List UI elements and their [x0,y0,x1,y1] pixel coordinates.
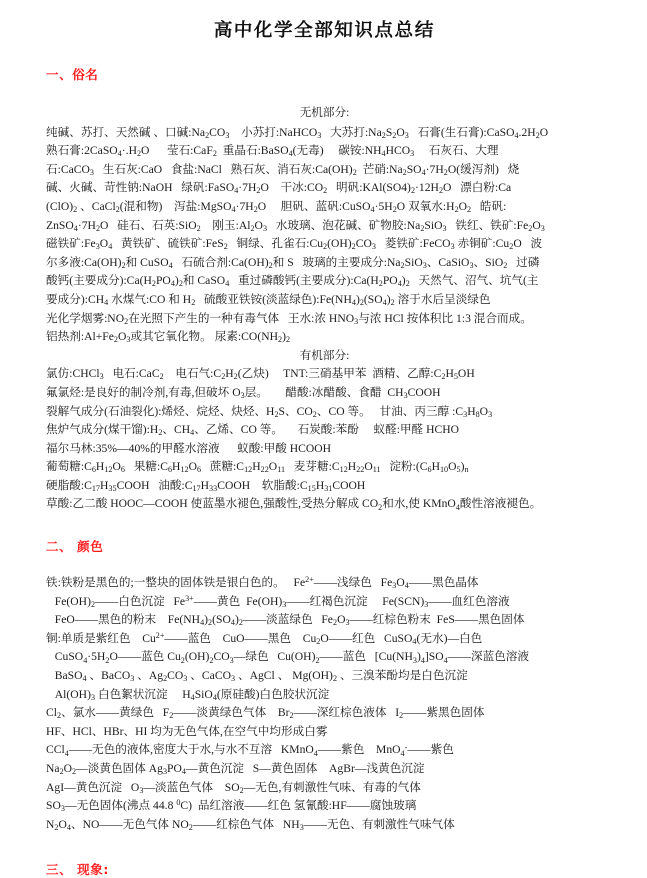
text-line: 铁:铁粉是黑色的;一整块的固体铁是银白色的。 $Fe^{2+}——$浅绿色 $Fe_3O_4——$黑色晶体 [46,575,479,591]
text-line: 磁铁矿$:Fe_3O_4$ 黄铁矿、硫铁矿:FeS$_2$ 铜绿、孔雀石$:Cu_2(OH)_2CO_3$ 菱铁矿:FeCO$_3$ 赤铜矿$:Cu_2O$ 波 [46,237,543,252]
text-line: AgI—黄色沉淀 $O_3—$淡蓝色气体 $SO_2—$无色,有刺激性气味、有毒的气体 [46,780,421,795]
text-line: 焦炉气成分(煤干馏)$:H_2$、$CH_4$、乙烯、CO 等。 石炭酸:苯酚 蚁醛:甲醛 HCHO [46,423,460,438]
text-line: 裂解气成分(石油裂化):烯烃、烷烃、炔烃、$H_2S$、$CO_2$、CO 等。 甘油、丙三醇 $:C_3H_8O_3$ [46,404,493,419]
text-line: 碱、火碱、苛性钠:NaOH 绿矾$:FaSO_4\cdot 7H_2O$ 干冰$:CO_2$ 明矾$:KAl(SO4)_2\cdot 12H_2O$ 漂白粉:Ca [46,181,512,196]
text-line: 纯碱、苏打、天然碱 、口碱$:Na_2CO_3$ 小苏打:NaHCO$_3$ 大苏打$:Na_2S_2O_3$ 石膏(生石膏)$:CaSO_4.2H_2O$ [46,125,549,140]
text-line: 硬脂酸$:C_{17}H_{35}COOH$ 油酸$:C_{17}H_{33}COOH$ 软脂酸$:C_{15}H_{31}COOH$ [46,478,366,493]
text-line: 葡萄糖$:C_6H_{12}O_6$ 果糖$:C_6H_{12}O_6$ 蔗糖$:C_{12}H_{22}O_{11}$ 麦芽糖$:C_{12}H_{22}O_{11}$ 淀粉$:(C_6H_{10}O_5)_n$ [46,460,469,475]
subsection-label-organic: 有机部分: [299,348,350,362]
text-line: 氟氯烃:是良好的制冷剂,有毒,但破坏 $O_3$层。 醋酸:冰醋酸、食醋 $CH_3COOH$ [46,385,441,401]
section-heading-colors: 二、 颜色 [46,539,104,555]
body-organic-common-names [46,365,603,514]
text-line: $N_2O_4$、NO——无色气体 $NO_2——$红棕色气体 $NH_3——$无色、有刺激性气味气体 [46,817,455,832]
text-line: $CuSO_4\cdot 5H_2O——$蓝色 $Cu_2(OH)_2CO_3—$绿色 $Cu(OH)_2——$蓝色 $[Cu(NH_3)_4]SO_4——$深蓝色溶液 [46,650,530,665]
body-inorganic-common-names [46,123,603,347]
text-line: 福尔马林:35%—40%的甲醛水溶液 蚁酸:甲酸 HCOOH [46,441,332,455]
text-line: 要成分)$:CH_4$ 水煤气:CO 和 $H_2$ 硫酸亚铁铵(淡蓝绿色)$:Fe(NH_4)_2(SO_4)_2$ 溶于水后呈淡绿色 [46,292,491,308]
text-line: HF、HCl、HBr、HI 均为无色气体,在空气中均形成白雾 [46,724,328,738]
body-colors [46,555,603,834]
text-line: FeO——黑色的粉末 $Fe(NH_4)_2(SO_4)_2——$淡蓝绿色 $Fe_2O_3——$红棕色粉末 FeS——黑色固体 [46,613,525,628]
subsection-label-inorganic: 无机部分: [299,106,350,119]
text-line: 铝热剂$:Al+Fe_2O_3$或其它氧化物。 尿素$:CO(NH_2)_2$ [46,330,291,345]
page-title: 高中化学全部知识点总结 [213,20,436,41]
text-line: BaSO$_4$ 、BaCO$_3$ 、$Ag_2CO_3$ 、CaCO$_3$ 、AgCl 、 $Mg(OH)_2$ 、三溴苯酚均是白色沉淀 [46,669,468,684]
text-line: $Fe(OH)_2——$白色沉淀 $Fe^{3+}——$黄色 $Fe(OH)_3——$红褐色沉淀 $Fe(SCN)_3——$血红色溶液 [46,593,510,609]
text-line: 氯仿:CHCl$_3$ 电石:CaC$_2$ 电石气$:C_2H_2$(乙炔) TNT:三硝基甲苯 酒精、乙醇$:C_2H_5OH$ [46,367,475,382]
text-line: 熟石膏$:2CaSO_4\cdot.H_2O$ 莹石:CaF$_2$ 重晶石:BaSO$_4$(无毒) 碳铵$:NH_4HCO_3$ 石灰石、大理 [46,144,499,159]
section-heading-phenomena: 三、 现象: [46,862,109,878]
text-line: $SO_3—$无色固体(沸点 44.8 $^0$C) 品红溶液——红色 氢氰酸:HF——腐蚀玻璃 [46,798,417,814]
text-line: 草酸:乙二酸 HOOC—COOH 使蓝墨水褪色,强酸性,受热分解成 $CO_2$和水,使 KMnO$_4$酸性溶液褪色。 [46,497,542,512]
text-line: 铜:单质是紫红色 $Cu^{2+}——$蓝色 CuO——黑色 $Cu_2O——$红色 CuSO$_4$(无水)—白色 [46,630,483,646]
section-heading-common-names: 一、俗名 [46,67,99,82]
text-line: CCl$_4$——无色的液体,密度大于水,与水不互溶 KMnO$_4$——紫色 MnO$_4$-——紫色 [46,742,454,758]
text-line: 石:CaCO$_3$ 生石灰:CaO 食盐:NaCl 熟石灰、消石灰$:Ca(OH)_2$ 芒硝$:Na_2SO_4\cdot 7H_2O$(缓泻剂) 烧 [46,162,520,177]
text-line: 酸钙(主要成分)$:Ca(H_2PO_4)_2$和 CaSO$_4$ 重过磷酸钙(主要成分)$:Ca(H_2PO_4)_2$ 天然气、沼气、坑气(主 [46,274,539,289]
text-line: $(ClO)_2$ 、CaCl$_2$(混和物) 泻盐$:MgSO_4\cdot 7H_2O$ 胆矾、蓝矾$:CuSO_4\cdot 5H_2O$ 双氧水$:H_2O_2$ 皓矾: [46,199,507,215]
text-line: 尔多液$:Ca(OH)_2$和 CuSO$_4$ 石硫合剂$:Ca(OH)_2$和 S 玻璃的主要成分$:Na_2SiO_3$、CaSiO$_3$、SiO$_2$ 过磷 [46,255,540,270]
text-line: $ZnSO_4\cdot 7H_2O$ 硅石、石英:SiO$_2$ 刚玉$:Al_2O_3$ 水玻璃、泡花碱、矿物胶$:Na_2SiO_3$ 铁红、铁矿$:Fe_2O_3$ [46,218,545,233]
text-line: $Cl_2$、氯水——黄绿色 $F_2——$淡黄绿色气体 $Br_2——$深红棕色液体 $I_2——$紫黑色固体 [46,706,485,721]
text-line: 光化学烟雾$:NO_2$在光照下产生的一种有毒气体 王水:浓 $HNO_3$与浓 HCl 按体积比 1:3 混合而成。 [46,311,532,326]
text-line: $Na_2O_2—$淡黄色固体 $Ag_3PO_4—$黄色沉淀 S—黄色固体 AgBr—浅黄色沉淀 [46,762,425,777]
text-line: $Al(OH)_3$ 白色絮状沉淀 $H_4SiO_4$(原硅酸)白色胶状沉淀 [46,687,330,702]
